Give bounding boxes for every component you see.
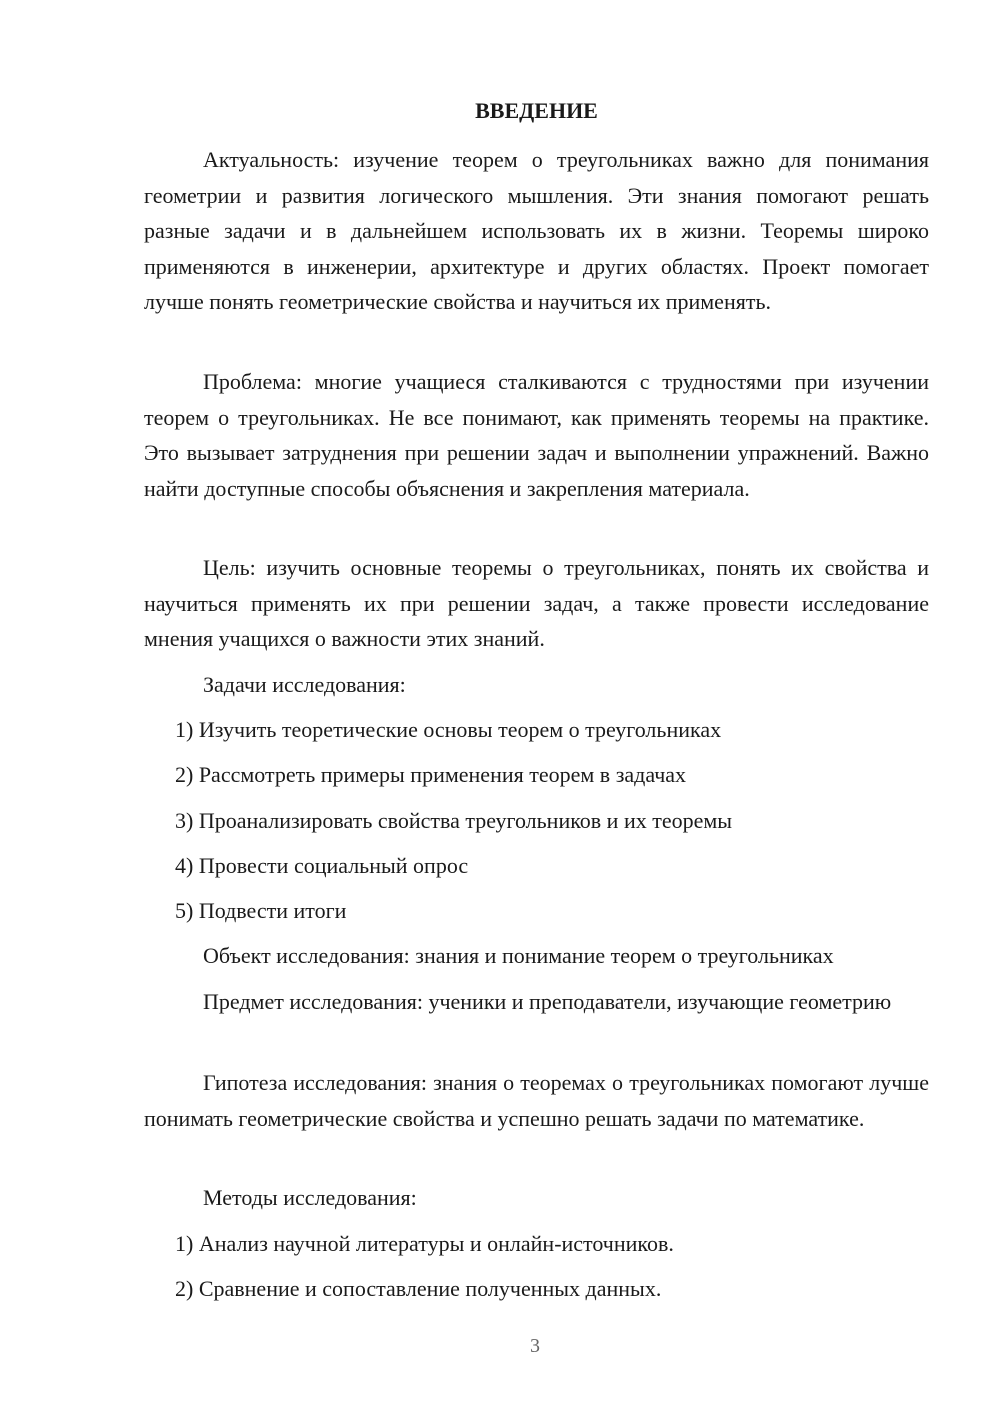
page-title: ВВЕДЕНИЕ [475, 98, 598, 123]
problem-paragraph: Проблема: многие учащиеся сталкиваются с трудностями при изучении теорем о треугольниках. Не все понимают, как применять теоремы на практике. Это вызывает затруднения при решении задач и выполнении упражнений. Важно найти доступные способы объяснения и закрепления материала. [144, 369, 929, 501]
task-item-5: 5) Подвести итоги [175, 898, 347, 923]
task-item-3: 3) Проанализировать свойства треугольников и их теоремы [175, 808, 733, 833]
hypothesis-paragraph: Гипотеза исследования: знания о теоремах о треугольниках помогают лучше понимать геометрические свойства и успешно решать задачи по математике. [144, 1070, 929, 1131]
task-item-1: 1) Изучить теоретические основы теорем о треугольниках [175, 717, 722, 742]
tasks-heading: Задачи исследования: [203, 672, 406, 697]
method-item-1: 1) Анализ научной литературы и онлайн-источников. [175, 1231, 674, 1256]
object-line: Объект исследования: знания и понимание теорем о треугольниках [203, 943, 834, 968]
methods-heading: Методы исследования: [203, 1185, 417, 1210]
method-item-2: 2) Сравнение и сопоставление полученных данных. [175, 1276, 662, 1301]
goal-paragraph: Цель: изучить основные теоремы о треугольниках, понять их свойства и научиться применять их при решении задач, а также провести исследование мнения учащихся о важности этих знаний. [144, 555, 929, 651]
subject-paragraph: Предмет исследования: ученики и преподаватели, изучающие геометрию [203, 989, 892, 1014]
page-number: 3 [530, 1335, 540, 1357]
relevance-paragraph: Актуальность: изучение теорем о треугольниках важно для понимания геометрии и развития логического мышления. Эти знания помогают решать разные задачи и в дальнейшем использовать их в жизни. Теоремы широко применяются в инженерии, архитектуре и других областях. Проект помогает лучше понять геометрические свойства и научиться их применять. [144, 147, 929, 314]
task-item-2: 2) Рассмотреть примеры применения теорем в задачах [175, 762, 687, 787]
task-item-4: 4) Провести социальный опрос [175, 853, 469, 878]
